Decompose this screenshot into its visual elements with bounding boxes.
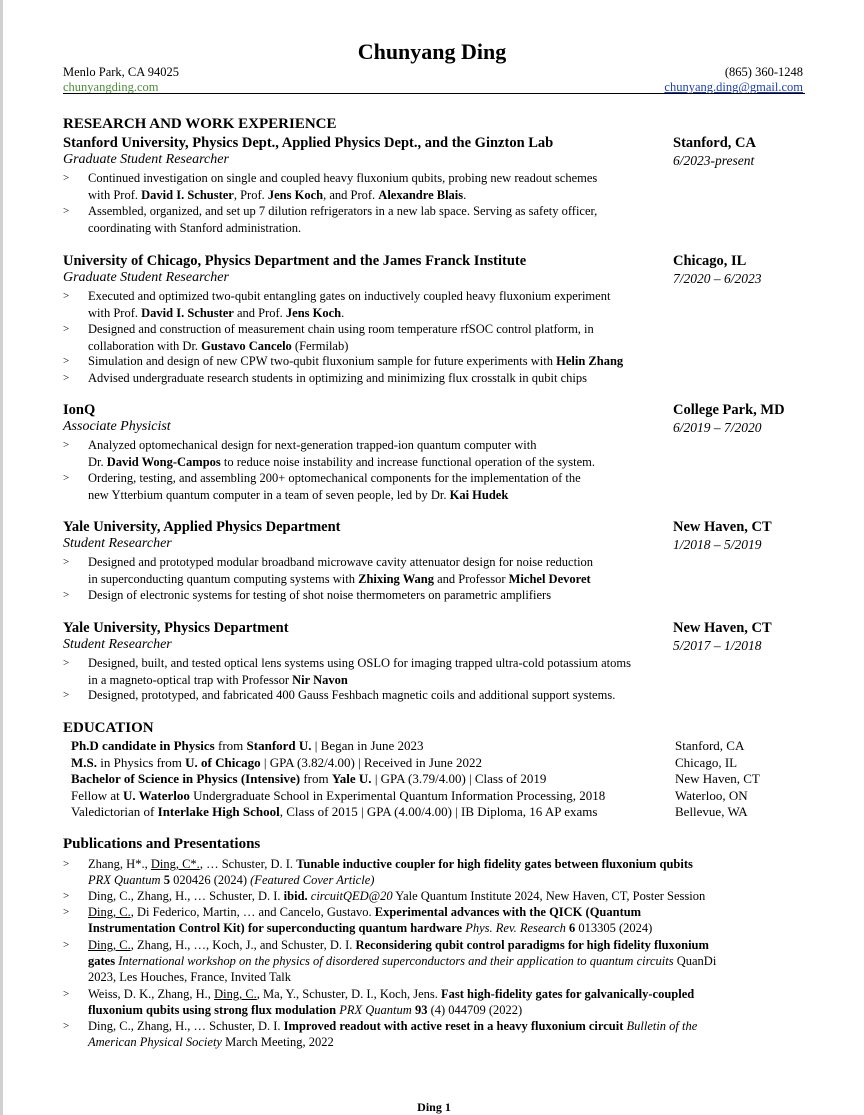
- job-location: Chicago, IL: [673, 253, 747, 269]
- education-entry: Bachelor of Science in Physics (Intensive) from Yale U. | GPA (3.79/4.00) | Class of 2019: [71, 771, 547, 787]
- bullet-arrow-icon: >: [63, 657, 70, 669]
- bullet-text: Advised undergraduate research students in optimizing and minimizing flux crosstalk in qubit chips: [88, 371, 587, 385]
- bullet-text: Designed and construction of measurement chain using room temperature rfSOC control platform, in collaboration with Dr. Gustavo Cancelo (Fermilab): [88, 322, 594, 353]
- bullet-arrow-icon: >: [63, 472, 70, 484]
- bullet-text: Executed and optimized two-qubit entangling gates on inductively coupled heavy fluxonium experiment with Prof. David I. Schuster and Prof. Jens Koch.: [88, 289, 611, 320]
- page-edge: [0, 0, 3, 1115]
- job-dates: 1/2018 – 5/2019: [673, 537, 762, 552]
- education-entry: Ph.D candidate in Physics from Stanford U. | Began in June 2023: [71, 738, 424, 753]
- bullet-arrow-icon: >: [63, 172, 70, 184]
- job-location: New Haven, CT: [673, 519, 772, 535]
- publication-text: Ding, C., Zhang, H., … Schuster, D. I. Improved readout with active reset in a heavy fluxonium circuit Bulletin of the American Physical Society March Meeting, 2022: [88, 1019, 698, 1050]
- job-role: Student Researcher: [63, 536, 172, 551]
- bullet-arrow-icon: >: [63, 589, 70, 601]
- education-location: Stanford, CA: [675, 738, 745, 753]
- job-organization: Yale University, Applied Physics Department: [63, 519, 341, 535]
- publications-heading: Publications and Presentations: [63, 836, 261, 852]
- job-dates: 5/2017 – 1/2018: [673, 638, 762, 653]
- bullet-arrow-icon: >: [63, 988, 70, 1000]
- bullet-text: Designed, built, and tested optical lens systems using OSLO for imaging trapped ultra-cold potassium atoms in a magneto-optical trap with Professor Nir Navon: [88, 656, 631, 687]
- website-link[interactable]: chunyangding.com: [63, 80, 159, 94]
- bullet-arrow-icon: >: [63, 939, 70, 951]
- job-location: New Haven, CT: [673, 620, 772, 636]
- resume-name: Chunyang Ding: [357, 39, 507, 64]
- education-heading: EDUCATION: [63, 720, 154, 736]
- bullet-text: Designed and prototyped modular broadband microwave cavity attenuator design for noise reduction in superconducting quantum computing systems with Zhixing Wang and Professor Michel Devoret: [88, 555, 594, 586]
- bullet-arrow-icon: >: [63, 323, 70, 335]
- education-entry: M.S. in Physics from U. of Chicago | GPA (3.82/4.00) | Received in June 2022: [71, 754, 482, 770]
- publication-text: Ding, C., Di Federico, Martin, … and Cancelo, Gustavo. Experimental advances with the QICK (Quantum Instrumentation Control Kit) for superconducting quantum hardware Phys. Rev. Research 6 013305 (2024): [88, 905, 653, 936]
- job-dates: 6/2023-present: [673, 153, 755, 168]
- job-role: Student Researcher: [63, 637, 172, 652]
- address: Menlo Park, CA 94025: [63, 65, 179, 79]
- education-location: Bellevue, WA: [675, 804, 748, 820]
- job-role: Associate Physicist: [63, 419, 171, 434]
- bullet-arrow-icon: >: [63, 858, 70, 870]
- bullet-arrow-icon: >: [63, 689, 70, 701]
- job-location: Stanford, CA: [673, 135, 756, 151]
- job-organization: Yale University, Physics Department: [63, 620, 289, 636]
- phone: (865) 360-1248: [724, 65, 803, 79]
- bullet-arrow-icon: >: [63, 372, 70, 384]
- publication-text: Ding, C., Zhang, H., …, Koch, J., and Schuster, D. I. Reconsidering qubit control paradigms for high fidelity fluxonium gates International workshop on the physics of disordered superconductors and their application to quantum circuits QuanDi 2023, Les Houches, France, Invited Talk: [88, 938, 717, 985]
- education-entry: Fellow at U. Waterloo Undergraduate School in Experimental Quantum Information Processing, 2018: [71, 787, 606, 803]
- bullet-arrow-icon: >: [63, 439, 70, 451]
- experience-heading: RESEARCH AND WORK EXPERIENCE: [63, 116, 337, 132]
- publication-text: Weiss, D. K., Zhang, H., Ding, C., Ma, Y., Schuster, D. I., Koch, Jens. Fast high-fidelity gates for galvanically-coupled fluxonium qubits using strong flux modulation PRX Quantum 93 (4) 044709 (2022): [88, 987, 695, 1018]
- bullet-arrow-icon: >: [63, 290, 70, 302]
- job-organization: IonQ: [63, 402, 96, 418]
- bullet-text: Assembled, organized, and set up 7 dilution refrigerators in a new lab space. Serving as safety officer, coordinating with Stanford administration.: [88, 204, 598, 235]
- publication-text: Zhang, H*., Ding, C*., … Schuster, D. I. Tunable inductive coupler for high fidelity gates between fluxonium qubits PRX Quantum 5 020426 (2024) (Featured Cover Article): [88, 857, 693, 888]
- job-dates: 7/2020 – 6/2023: [673, 271, 762, 286]
- bullet-text: Ordering, testing, and assembling 200+ optomechanical components for the implementation of the new Ytterbium quantum computer in a team of seven people, led by Dr. Kai Hudek: [88, 471, 581, 502]
- job-role: Graduate Student Researcher: [63, 152, 229, 167]
- bullet-arrow-icon: >: [63, 890, 70, 902]
- bullet-arrow-icon: >: [63, 906, 70, 918]
- bullet-arrow-icon: >: [63, 355, 70, 367]
- education-location: Waterloo, ON: [675, 787, 748, 803]
- page-footer: Ding 1: [417, 1100, 451, 1114]
- header-divider: [63, 93, 805, 94]
- bullet-arrow-icon: >: [63, 556, 70, 568]
- job-location: College Park, MD: [673, 402, 785, 418]
- education-entry: Valedictorian of Interlake High School, Class of 2015 | GPA (4.00/4.00) | IB Diploma, 16 AP exams: [71, 804, 598, 820]
- email-link[interactable]: chunyang.ding@gmail.com: [664, 80, 803, 94]
- education-location: Chicago, IL: [675, 754, 738, 770]
- bullet-text: Continued investigation on single and coupled heavy fluxonium qubits, probing new readout schemes with Prof. David I. Schuster, Prof. Jens Koch, and Prof. Alexandre Blais.: [88, 171, 598, 202]
- job-role: Graduate Student Researcher: [63, 270, 229, 285]
- job-dates: 6/2019 – 7/2020: [673, 420, 762, 435]
- job-organization: Stanford University, Physics Dept., Applied Physics Dept., and the Ginzton Lab: [63, 135, 554, 151]
- bullet-text: Analyzed optomechanical design for next-generation trapped-ion quantum computer with Dr. David Wong-Campos to reduce noise instability and increase functional operation of the system.: [88, 438, 595, 469]
- publication-text: Ding, C., Zhang, H., … Schuster, D. I. ibid. circuitQED@20 Yale Quantum Institute 2024, New Haven, CT, Poster Session: [88, 889, 706, 903]
- bullet-text: Designed, prototyped, and fabricated 400 Gauss Feshbach magnetic coils and additional support systems.: [88, 688, 616, 702]
- job-organization: University of Chicago, Physics Department and the James Franck Institute: [63, 253, 527, 269]
- bullet-arrow-icon: >: [63, 205, 70, 217]
- education-location: New Haven, CT: [675, 771, 760, 787]
- bullet-arrow-icon: >: [63, 1020, 70, 1032]
- bullet-text: Simulation and design of new CPW two-qubit fluxonium sample for future experiments with Helin Zhang: [88, 354, 624, 368]
- bullet-text: Design of electronic systems for testing of shot noise thermometers on parametric amplifiers: [88, 588, 552, 602]
